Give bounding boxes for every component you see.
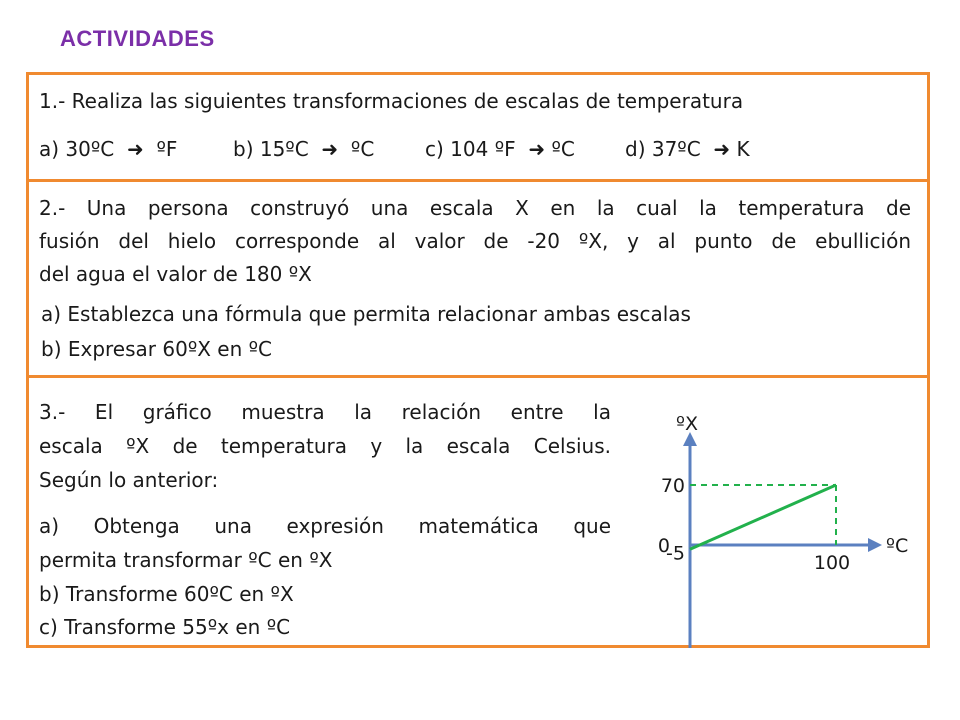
arrow-right-icon: ➜ [120, 137, 151, 161]
q3-intro-line-2: escala ºX de temperatura y la escala Celsius. [39, 434, 611, 458]
q2-item-a: a) Establezca una fórmula que permita relacionar ambas escalas [41, 302, 691, 326]
q3-intro-line-1: 3.- El gráfico muestra la relación entre la [39, 400, 611, 424]
q1-item-d-from: d) 37ºC [625, 137, 701, 161]
q1-item-a-from: a) 30ºC [39, 137, 115, 161]
q2-line-1: 2.- Una persona construyó una escala X en la cual la temperatura de [39, 196, 911, 220]
q3-item-b: b) Transforme 60ºC en ºX [39, 582, 294, 606]
y-axis-label: ºX [676, 413, 698, 435]
q2-line-2: fusión del hielo corresponde al valor de -20 ºX, y al punto de ebullición [39, 229, 911, 253]
q3-item-a-line-2: permita transformar ºC en ºX [39, 548, 333, 572]
q2-item-b: b) Expresar 60ºX en ºC [41, 337, 273, 361]
q1-item-c-from: c) 104 ºF [425, 137, 516, 161]
q2-line-3: del agua el valor de 180 ºX [39, 262, 312, 286]
arrow-right-icon: ➜ [707, 137, 731, 161]
q3-intro-line-3: Según lo anterior: [39, 468, 219, 492]
arrow-right-icon: ➜ [521, 137, 546, 161]
data-series-line [690, 485, 836, 549]
q1-statement: 1.- Realiza las siguientes transformaciones de escalas de temperatura [39, 89, 744, 113]
page-title: ACTIVIDADES [60, 26, 215, 51]
q3-item-a-line-1: a) Obtenga una expresión matemática que [39, 514, 611, 538]
y-tick-top-label: 70 [660, 475, 685, 498]
arrow-right-icon: ➜ [315, 137, 345, 161]
q1-item-a-to: ºF [156, 137, 178, 161]
x-axis-label: ºC [886, 535, 909, 557]
origin-label: 0 [657, 535, 670, 557]
q1-item-c-to: ºC [551, 137, 575, 161]
x-tick-label: 100 [813, 552, 851, 574]
y-tick-bottom-label: -5 [666, 542, 685, 565]
q1-item-b-from: b) 15ºC [233, 137, 309, 161]
q1-item-b-to: ºC [350, 137, 375, 161]
q1-item-d-to: K [736, 137, 750, 161]
q3-item-c: c) Transforme 55ºx en ºC [39, 615, 291, 639]
x-axis-arrow-icon [868, 538, 882, 552]
